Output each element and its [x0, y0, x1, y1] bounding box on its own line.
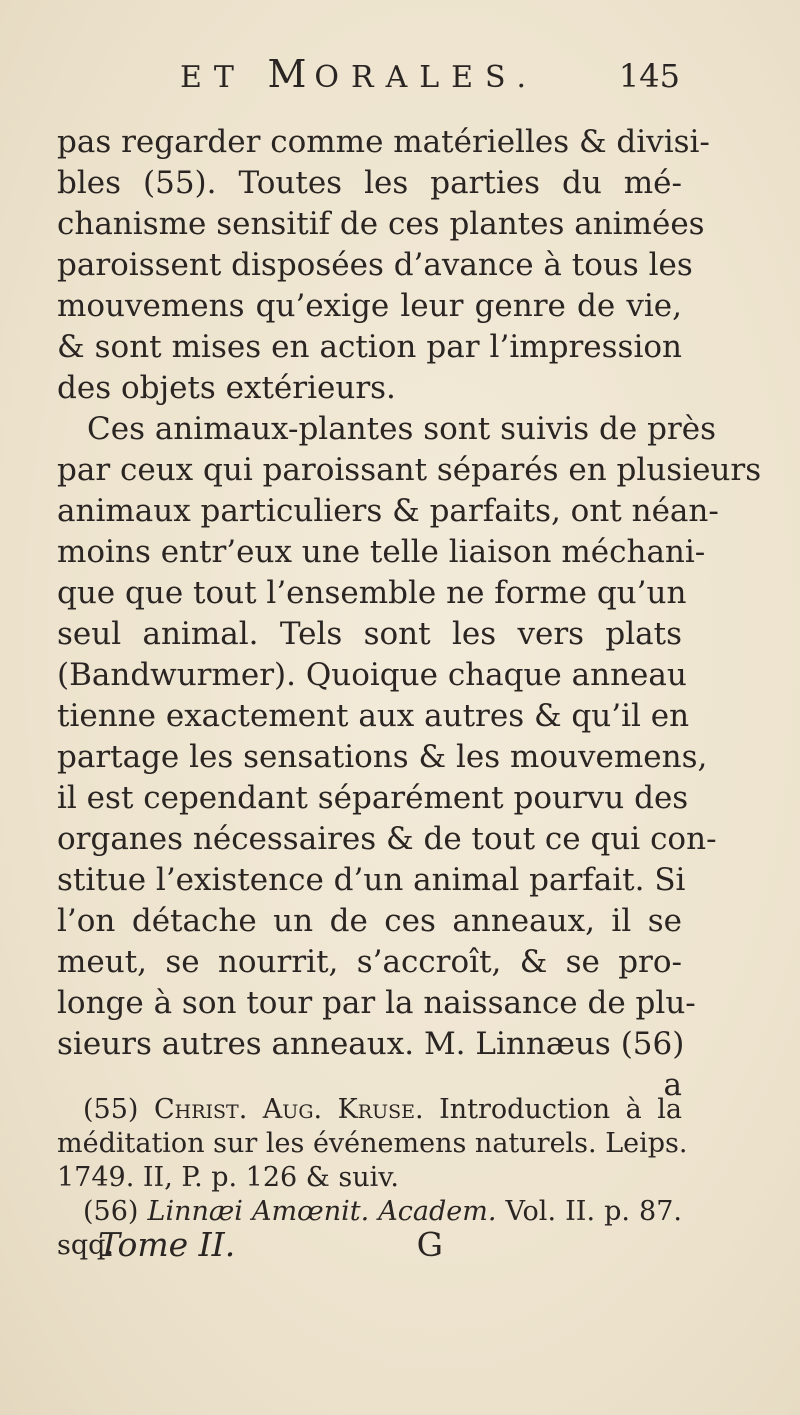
footnote-55: [57, 1093, 682, 1127]
text-line: stitue l’existence d’un animal parfait. Si: [57, 862, 686, 898]
catchword: a: [663, 1067, 682, 1103]
tome-label: Tome II.: [98, 1225, 236, 1264]
text-line: que que tout l’ensemble ne forme qu’un: [57, 575, 687, 611]
footnote-line: sqq.: [57, 1230, 115, 1261]
text-line: animaux particuliers & parfaits, ont néan-: [57, 493, 719, 529]
text-line: par ceux qui paroissant séparés en plusieurs: [57, 452, 762, 488]
running-head-prefix: ET: [180, 60, 246, 95]
page-header: [180, 52, 680, 102]
text-line: paroissent disposées d’avance à tous les: [57, 247, 693, 283]
footnote-line: 1749. II, P. p. 126 & suiv.: [57, 1162, 399, 1193]
text-line: Ces animaux-plantes sont suivis de près: [87, 411, 717, 447]
footnote-marker: (55): [83, 1094, 154, 1125]
text-line: tienne exactement aux autres & qu’il en: [57, 698, 690, 734]
footnote-line: méditation sur les événemens naturels. Leips.: [57, 1128, 688, 1159]
footnote-author: Christ. Aug. Kruse.: [153, 1094, 424, 1125]
text-line: organes nécessaires & de tout ce qui con-: [57, 821, 717, 857]
footnote-text: Vol. II. p. 87.: [496, 1196, 682, 1227]
footnote-title: Linnæi Amœnit. Academ.: [147, 1196, 497, 1227]
text-line: l’on détache un de ces anneaux, il se: [57, 903, 682, 939]
text-line: seul animal. Tels sont les vers plats: [57, 616, 682, 652]
text-line: chanisme sensitif de ces plantes animées: [57, 206, 705, 242]
text-line: des objets extérieurs.: [57, 370, 396, 406]
text-line: meut, se nourrit, s’accroît, & se pro-: [57, 944, 682, 980]
signature-mark: G: [416, 1225, 443, 1264]
page-number: 145: [618, 57, 680, 95]
running-head-rest: ORALES.: [314, 60, 539, 95]
text-line: longe à son tour par la naissance de plu-: [57, 985, 696, 1021]
footnote-56: [57, 1195, 682, 1229]
text-line: sieurs autres anneaux. M. Linnæus (56): [57, 1026, 685, 1062]
text-line: pas regarder comme matérielles & divisi-: [57, 124, 710, 160]
text-line: bles (55). Toutes les parties du mé-: [57, 165, 682, 201]
text-line: partage les sensations & les mouvemens,: [57, 739, 708, 775]
footnote-text: Introduction à la: [423, 1094, 682, 1125]
text-line: mouvemens qu’exige leur genre de vie,: [57, 288, 682, 324]
running-head: [180, 52, 538, 96]
text-line: (Bandwurmer). Quoique chaque anneau: [57, 657, 687, 693]
text-line: & sont mises en action par l’impression: [57, 329, 682, 365]
footnote-marker: (56): [83, 1196, 148, 1227]
text-line: moins entr’eux une telle liaison méchani-: [57, 534, 706, 570]
running-head-initial: M: [267, 52, 315, 96]
signature-line: [98, 1225, 443, 1264]
text-line: il est cependant séparément pourvu des: [57, 780, 689, 816]
body-text: [57, 122, 762, 1106]
